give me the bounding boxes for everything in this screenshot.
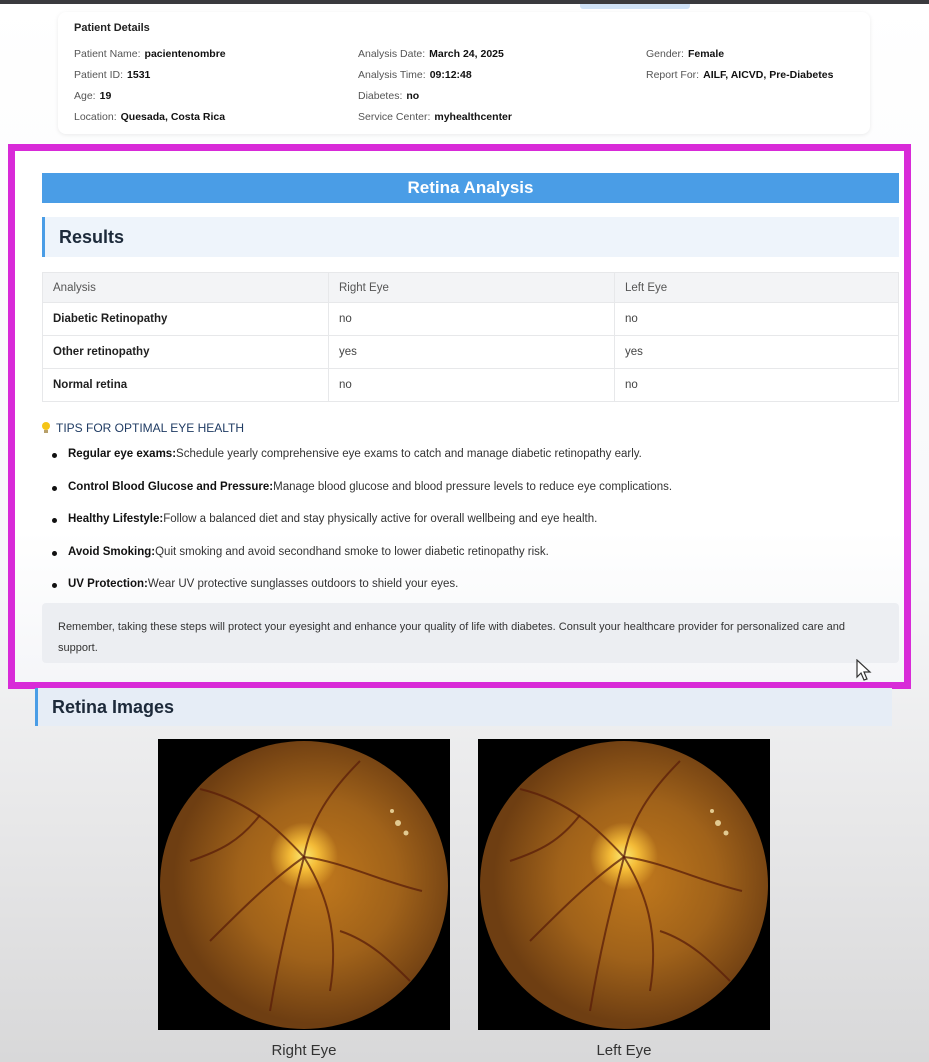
window-top-strip bbox=[0, 0, 929, 4]
column-header-analysis: Analysis bbox=[43, 273, 329, 303]
diabetes-field: Diabetes: no bbox=[358, 90, 420, 102]
list-item: UV Protection:Wear UV protective sunglasses outdoors to shield your eyes. bbox=[50, 578, 900, 611]
bullet-icon bbox=[52, 583, 57, 588]
patient-details-card bbox=[58, 12, 870, 134]
left-eye-cell: no bbox=[615, 369, 899, 402]
bullet-icon bbox=[52, 453, 57, 458]
left-eye-vessels bbox=[480, 741, 768, 1029]
patient-id-field: Patient ID: 1531 bbox=[74, 69, 151, 81]
patient-age-field: Age: 19 bbox=[74, 90, 112, 102]
report-for-field: Report For: AILF, AICVD, Pre-Diabetes bbox=[646, 69, 834, 81]
right-eye-image bbox=[158, 739, 450, 1030]
column-header-right-eye: Right Eye bbox=[329, 273, 615, 303]
right-eye-label: Right Eye bbox=[271, 1042, 337, 1059]
right-eye-vessels bbox=[160, 741, 448, 1029]
right-eye-cell: no bbox=[329, 303, 615, 336]
table-row bbox=[43, 303, 899, 336]
retina-analysis-banner: Retina Analysis bbox=[42, 173, 899, 203]
bullet-icon bbox=[52, 551, 57, 556]
lightbulb-icon bbox=[42, 422, 50, 434]
tips-heading bbox=[42, 421, 244, 435]
left-eye-label: Left Eye bbox=[596, 1042, 652, 1059]
list-item: Healthy Lifestyle:Follow a balanced diet and stay physically active for overall wellbeing and eye health. bbox=[50, 513, 900, 546]
active-tab-indicator bbox=[580, 4, 690, 9]
left-eye-cell: yes bbox=[615, 336, 899, 369]
retina-images-heading: Retina Images bbox=[35, 688, 892, 726]
table-row bbox=[43, 336, 899, 369]
analysis-cell: Diabetic Retinopathy bbox=[43, 303, 329, 336]
service-center-field: Service Center: myhealthcenter bbox=[358, 111, 512, 123]
mouse-pointer-icon bbox=[855, 659, 873, 683]
results-heading: Results bbox=[42, 217, 899, 257]
gender-field: Gender: Female bbox=[646, 48, 725, 60]
remember-note: Remember, taking these steps will protect your eyesight and enhance your quality of life with diabetes. Consult your healthcare provider for personalized care and support. bbox=[42, 603, 899, 663]
table-row bbox=[43, 369, 899, 402]
column-header-left-eye: Left Eye bbox=[615, 273, 899, 303]
patient-details-title: Patient Details bbox=[74, 22, 150, 34]
results-table-header-row bbox=[43, 273, 899, 303]
patient-location-field: Location: Quesada, Costa Rica bbox=[74, 111, 226, 123]
analysis-date-field: Analysis Date: March 24, 2025 bbox=[358, 48, 504, 60]
analysis-cell: Normal retina bbox=[43, 369, 329, 402]
analysis-cell: Other retinopathy bbox=[43, 336, 329, 369]
right-eye-cell: yes bbox=[329, 336, 615, 369]
tips-list bbox=[50, 448, 900, 611]
list-item: Avoid Smoking:Quit smoking and avoid secondhand smoke to lower diabetic retinopathy risk. bbox=[50, 546, 900, 579]
list-item: Control Blood Glucose and Pressure:Manage blood glucose and blood pressure levels to reduce eye complications. bbox=[50, 481, 900, 514]
left-eye-cell: no bbox=[615, 303, 899, 336]
list-item: Regular eye exams:Schedule yearly comprehensive eye exams to catch and manage diabetic retinopathy early. bbox=[50, 448, 900, 481]
results-table bbox=[42, 272, 899, 402]
tips-title: TIPS FOR OPTIMAL EYE HEALTH bbox=[56, 421, 245, 435]
left-eye-image bbox=[478, 739, 770, 1030]
bullet-icon bbox=[52, 486, 57, 491]
bullet-icon bbox=[52, 518, 57, 523]
right-eye-cell: no bbox=[329, 369, 615, 402]
patient-name-field: Patient Name: pacientenombre bbox=[74, 48, 226, 60]
analysis-time-field: Analysis Time: 09:12:48 bbox=[358, 69, 472, 81]
retina-analysis-section bbox=[8, 144, 911, 689]
